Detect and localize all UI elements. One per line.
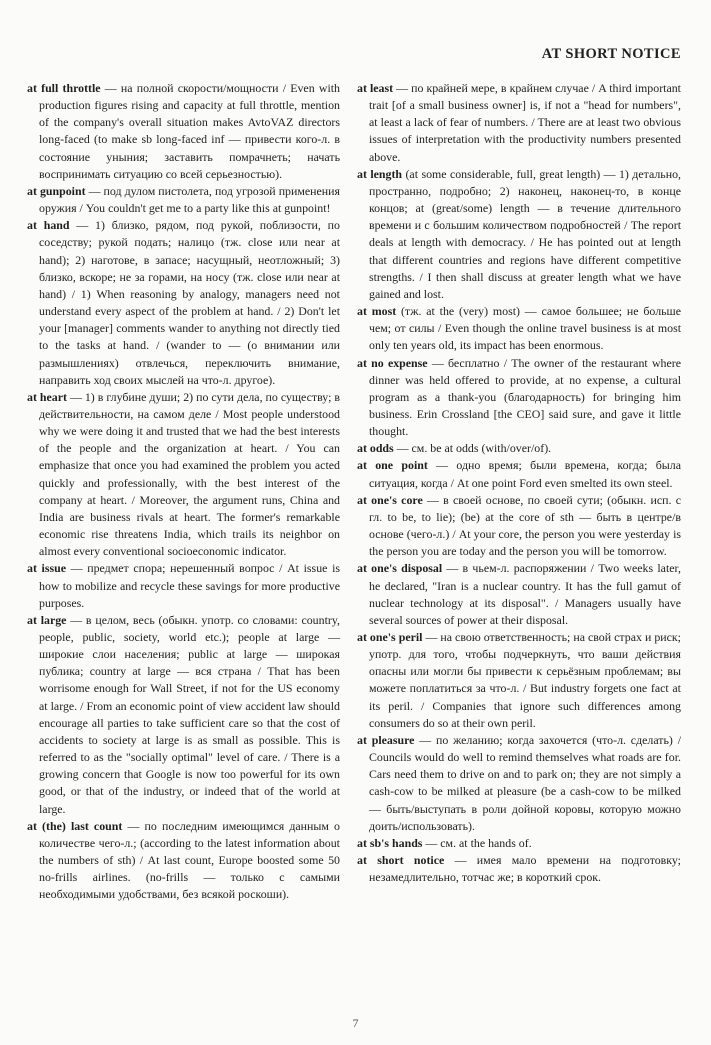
dictionary-entry xyxy=(357,440,681,457)
headword: at most xyxy=(357,304,397,319)
headword: at pleasure xyxy=(357,732,415,747)
dictionary-entry xyxy=(357,457,681,491)
entry-body: — на полной скорости/мощности / Even with production figures rising and capacity at full throttle, mention of the company's overall situation makes AvtoVAZ directors long-faced (to make sb long-faced inf — привести кого-л. в состояние уныния; заставить помрачнеть; начать воспринимать ситуацию со всей серьезностью). xyxy=(39,81,340,181)
entry-body: — под дулом пистолета, под угрозой применения оружия / You couldn't get me to a party like this at gunpoint! xyxy=(39,183,341,216)
dictionary-entry xyxy=(27,818,340,904)
headword: at heart xyxy=(27,389,67,404)
headword: at one point xyxy=(357,458,428,473)
entry-body: — одно время; были времена, когда; была ситуация, когда / At one point Ford even smelted its own steel. xyxy=(369,458,682,490)
entry-body: — 1) близко, рядом, под рукой, поблизости, по соседству; рукой подать; налицо (тж. close или near at hand); 2) наготове, в запасе; насущный, неотложный; 3) близко, вскоре; не за горами, на носу (тж. close или near at hand) / 1) When reasoning by analogy, managers need not understand every aspect of the problem at hand. / 2) Don't let your [manager] comments wander to anything not directly tied to the tasks at hand. / (wander to — (о внимании или размышлениях) отвлечься, переключить внимание, направить ход своих мыслей на что-л. другое). xyxy=(39,218,340,387)
entry-body: — бесплатно / The owner of the restaurant where dinner was held offered to provide, at no expense, a cultural program as a thank-you (благодарность) for bringing him business. Erin Crossland [the CEO] said sure, and gave it little thought. xyxy=(369,355,681,439)
entry-body: — в своей основе, по своей сути; (обыкн. исп. с гл. to be, to lie); (be) at the core of sth — быть в центре/в основе (чего-л.) / At your core, the person you were yesterday is the person you are today and the person you will be tomorrow. xyxy=(369,492,681,559)
dictionary-entry xyxy=(357,355,681,441)
dictionary-entry xyxy=(27,389,340,561)
dictionary-entry xyxy=(357,492,681,561)
headword: at odds xyxy=(357,441,394,456)
entry-body: — по последним имеющимся данным о количестве чего-л.; (according to the latest information about the numbers of sth) / At last count, Europe boosted some 50 no-frills airlines. (no-frills — только с самыми необходимыми удобствами, без всякой роскоши). xyxy=(39,818,340,902)
headword: at hand xyxy=(27,218,70,233)
dictionary-entry xyxy=(357,80,681,166)
entry-body: — в целом, весь (обыкн. употр. со словами: country, people, public, society, world etc.); people at large — широкие слои населения; public at large — широкая публика; country at large — вся страна / That has been worrisome enough for Wall Street, if not for the US economy at large. / From an economic point of view accident law should encourage all parties to take sufficient care so that the cost of accidents to society at large is as small as possible. This is referred to as the "socially optimal" level of care. / There is a growing concern that Google is now too powerful for its own good, or that of the industry, or indeed that of the world at large. xyxy=(39,612,340,816)
headword: at one's disposal xyxy=(357,561,443,576)
entry-body: — см. be at odds (with/over/of). xyxy=(393,441,552,456)
entry-body: — предмет спора; нерешенный вопрос / At issue is how to mobilize and recycle these savings for more productive purposes. xyxy=(39,561,340,610)
dictionary-entry xyxy=(357,629,681,732)
headword: at full throttle xyxy=(27,81,101,95)
dictionary-entry xyxy=(27,183,340,217)
headword: at gunpoint xyxy=(27,183,86,198)
entry-body: — см. at the hands of. xyxy=(422,835,532,850)
left-column xyxy=(27,80,340,904)
headword: at no expense xyxy=(357,355,428,370)
entry-body: — имея мало времени на подготовку; незамедлительно, тотчас же; в короткий срок. xyxy=(369,853,681,885)
dictionary-entry xyxy=(27,612,340,818)
dictionary-entry xyxy=(357,303,681,354)
headword: at least xyxy=(357,81,394,95)
entry-body: — в чьем-л. распоряжении / Two weeks later, he declared, "Iran is a nuclear country. It has the full gamut of nuclear technology at its disposal". / Managers usually have several sources of power at their disposal. xyxy=(369,561,681,627)
dictionary-entry xyxy=(357,560,681,629)
entry-body: — 1) в глубине души; 2) по сути дела, по существу; в действительности, на самом деле / Most people understood why we were doing it and trusted that we had the best interests of the people and the organization at heart. / You can emphasize that once you had examined the problem you acted quickly and professionally, with the best interest of the company at heart. / Moreover, the argument runs, China and India are business rivals at heart. The former's remarkable economic rise threatens India, which trails its neighbor on almost every conventional socioeconomic indicator. xyxy=(39,389,341,559)
page-number: 7 xyxy=(352,1016,359,1030)
headword: at issue xyxy=(27,561,67,576)
entry-body: — на свою ответственность; на свой страх и риск; употр. для того, чтобы подчеркнуть, что ваши действия опасны или могли бы привести к серьёзным проблемам; вы можете поплатиться за что-л. / But industry forgets one fact at its peril. / Companies that ignore such differences among consumers do so at their own peril. xyxy=(369,630,681,730)
headword: at sb's hands xyxy=(357,835,423,850)
running-header: AT SHORT NOTICE xyxy=(541,46,681,62)
dictionary-entry xyxy=(357,852,681,886)
dictionary-entry xyxy=(357,835,681,852)
headword: at short notice xyxy=(357,853,445,868)
dictionary-entry xyxy=(27,560,340,611)
headword: at one's peril xyxy=(357,630,423,644)
dictionary-entry xyxy=(27,80,340,183)
dictionary-entry xyxy=(357,166,681,303)
entry-body: — по желанию; когда захочется (что-л. сделать) / Councils would do well to remind themselves what roads are for. Cars need them to drive on and to park on; they are not simply a cash-cow to be milked at pleasure (be a cash-cow to be milked — быть/выступать в роли дойной коровы, которую можно доить/использовать). xyxy=(369,732,681,833)
headword: at length xyxy=(357,166,403,181)
right-column xyxy=(357,80,681,886)
headword: at (the) last count xyxy=(27,818,123,833)
entry-body: (тж. at the (very) most) — самое большее; не больше чем; от силы / Even though the online travel business is at most only ten years old, its impact has been enormous. xyxy=(369,304,681,353)
headword: at large xyxy=(27,612,67,627)
dictionary-entry xyxy=(357,732,681,835)
dictionary-entry xyxy=(27,217,340,389)
entry-body: — по крайней мере, в крайнем случае / A third important trait [of a small business owner] is, if not a "head for numbers", at least a lack of fear of numbers. / There are at least two obvious issues of interpretation with the productivity numbers presented above. xyxy=(369,81,681,164)
headword: at one's core xyxy=(357,492,423,507)
entry-body: (at some considerable, full, great length) — 1) детально, пространно, подробно; 2) наконец, наконец-то, в конце концов; at (great/some) length — в течение длительного времени и с большим количеством подробностей / The report deals at length with democracy. / He has pointed out at length that different countries and regions have different competitive strengths. / I then shall discuss at greater length what we have gained and lost. xyxy=(369,166,681,301)
